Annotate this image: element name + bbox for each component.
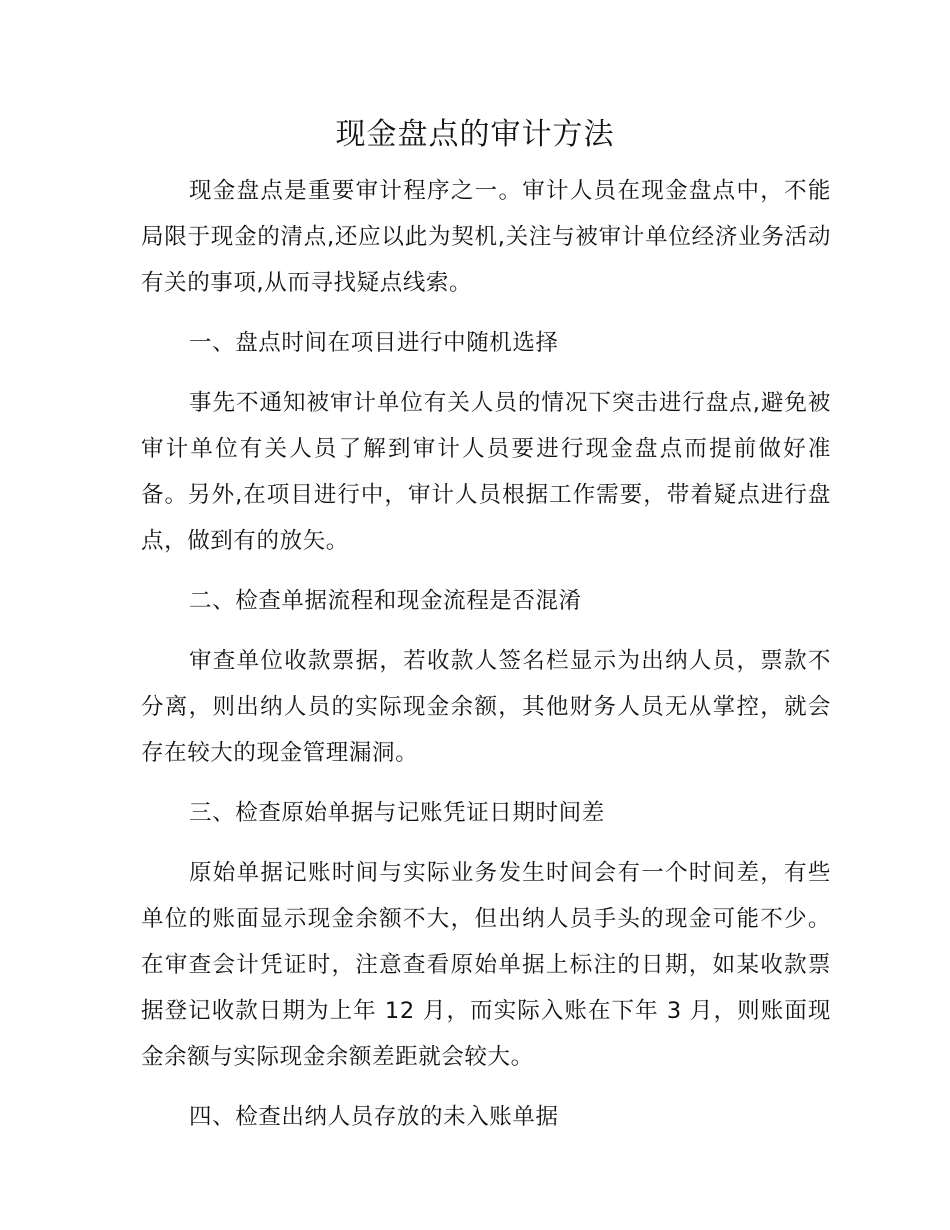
section-3-paragraph: 原始单据记账时间与实际业务发生时间会有一个时间差，有些单位的账面显示现金余额不大，但出纳人员手头的现金可能不少。在审查会计凭证时，注意查看原始单据上标注的日期，如某收款票据登记收款日期为上年 12 月，而实际入账在下年 3 月，则账面现金余额与实际现金余额差距就会较大。 [141, 860, 831, 1070]
section-1-heading: 一、盘点时间在项目进行中随机选择 [189, 330, 559, 356]
section-3-heading: 三、检查原始单据与记账凭证日期时间差 [189, 800, 605, 826]
document-title: 现金盘点的审计方法 [335, 117, 615, 152]
section-4-heading: 四、检查出纳人员存放的未入账单据 [189, 1104, 559, 1130]
intro-paragraph: 现金盘点是重要审计程序之一。审计人员在现金盘点中，不能局限于现金的清点,还应以此为契机,关注与被审计单位经济业务活动有关的事项,从而寻找疑点线索。 [141, 178, 831, 296]
section-1-paragraph: 事先不通知被审计单位有关人员的情况下突击进行盘点,避免被审计单位有关人员了解到审计人员要进行现金盘点而提前做好准备。另外,在项目进行中，审计人员根据工作需要，带着疑点进行盘点，做到有的放矢。 [141, 390, 831, 554]
section-2-paragraph: 审查单位收款票据，若收款人签名栏显示为出纳人员，票款不分离，则出纳人员的实际现金余额，其他财务人员无从掌控，就会存在较大的现金管理漏洞。 [141, 648, 831, 766]
section-2-heading: 二、检查单据流程和现金流程是否混淆 [189, 588, 582, 614]
document-body [141, 168, 831, 1154]
